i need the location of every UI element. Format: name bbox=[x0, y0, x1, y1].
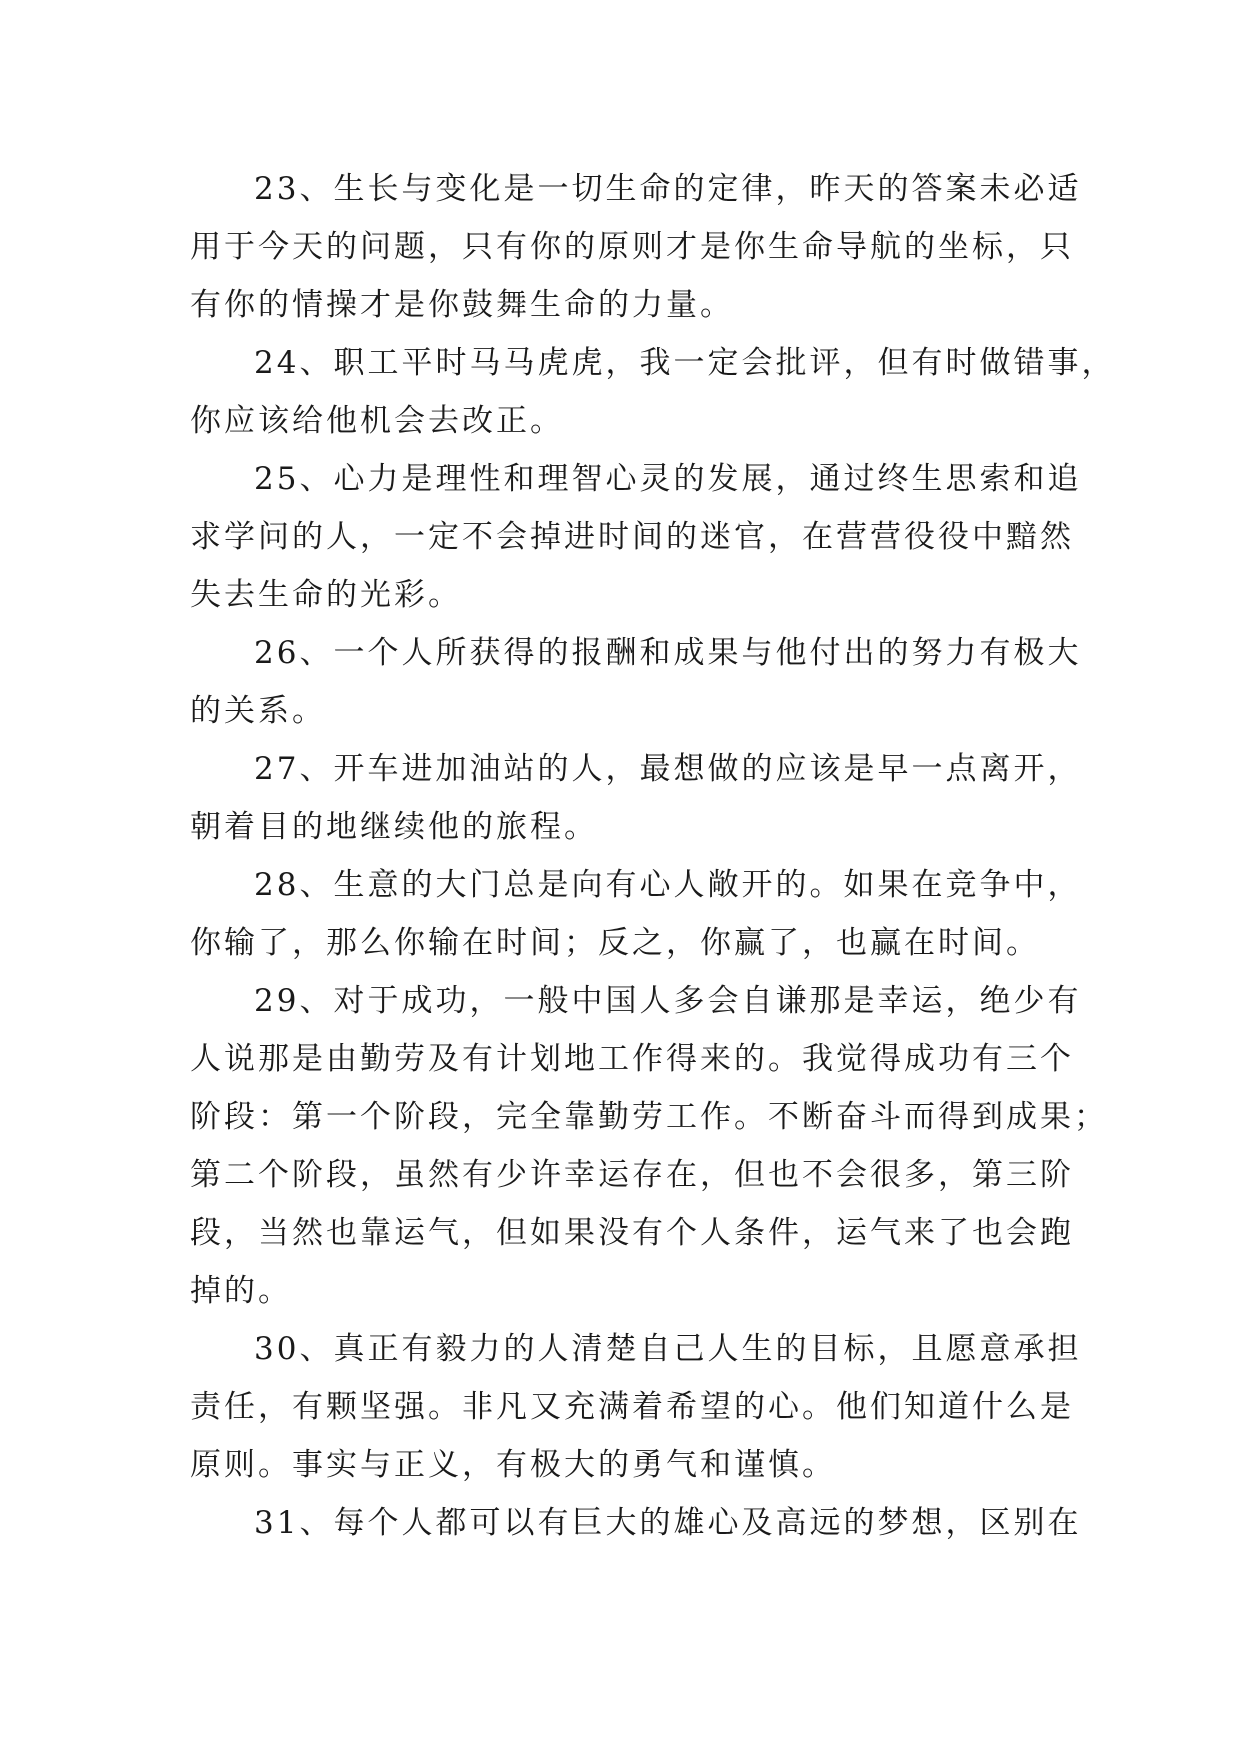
text-line: 有你的情操才是你鼓舞生命的力量。 bbox=[190, 287, 734, 323]
text-line: 你输了，那么你输在时间；反之，你赢了，也赢在时间。 bbox=[190, 925, 1040, 961]
text-line: 第二个阶段，虽然有少许幸运存在，但也不会很多，第三阶 bbox=[190, 1157, 1074, 1193]
text-line: 25、心力是理性和理智心灵的发展，通过终生思索和追 bbox=[254, 461, 1082, 497]
text-line: 26、一个人所获得的报酬和成果与他付出的努力有极大 bbox=[254, 635, 1082, 671]
text-line: 23、生长与变化是一切生命的定律，昨天的答案未必适 bbox=[254, 171, 1082, 207]
text-line: 人说那是由勤劳及有计划地工作得来的。我觉得成功有三个 bbox=[190, 1041, 1074, 1077]
text-line: 用于今天的问题，只有你的原则才是你生命导航的坐标，只 bbox=[190, 229, 1074, 265]
text-line: 掉的。 bbox=[190, 1273, 292, 1309]
text-line: 求学问的人，一定不会掉进时间的迷官，在营营役役中黯然 bbox=[190, 519, 1074, 555]
text-line: 31、每个人都可以有巨大的雄心及高远的梦想，区别在 bbox=[254, 1505, 1082, 1541]
text-line: 你应该给他机会去改正。 bbox=[190, 403, 564, 439]
text-line: 朝着目的地继续他的旅程。 bbox=[190, 809, 598, 845]
text-line: 段，当然也靠运气，但如果没有个人条件，运气来了也会跑 bbox=[190, 1215, 1074, 1251]
text-line: 原则。事实与正义，有极大的勇气和谨慎。 bbox=[190, 1447, 836, 1483]
text-line: 责任，有颗坚强。非凡又充满着希望的心。他们知道什么是 bbox=[190, 1389, 1074, 1425]
text-line: 27、开车进加油站的人，最想做的应该是早一点离开， bbox=[254, 751, 1082, 787]
text-line: 阶段：第一个阶段，完全靠勤劳工作。不断奋斗而得到成果； bbox=[190, 1099, 1108, 1135]
text-line: 29、对于成功，一般中国人多会自谦那是幸运，绝少有 bbox=[254, 983, 1082, 1019]
document-body bbox=[190, 160, 1116, 1552]
text-line: 的关系。 bbox=[190, 693, 326, 729]
text-line: 30、真正有毅力的人清楚自己人生的目标，且愿意承担 bbox=[254, 1331, 1082, 1367]
text-line: 失去生命的光彩。 bbox=[190, 577, 462, 613]
text-line: 28、生意的大门总是向有心人敞开的。如果在竞争中， bbox=[254, 867, 1082, 903]
text-line: 24、职工平时马马虎虎，我一定会批评，但有时做错事， bbox=[254, 345, 1116, 381]
